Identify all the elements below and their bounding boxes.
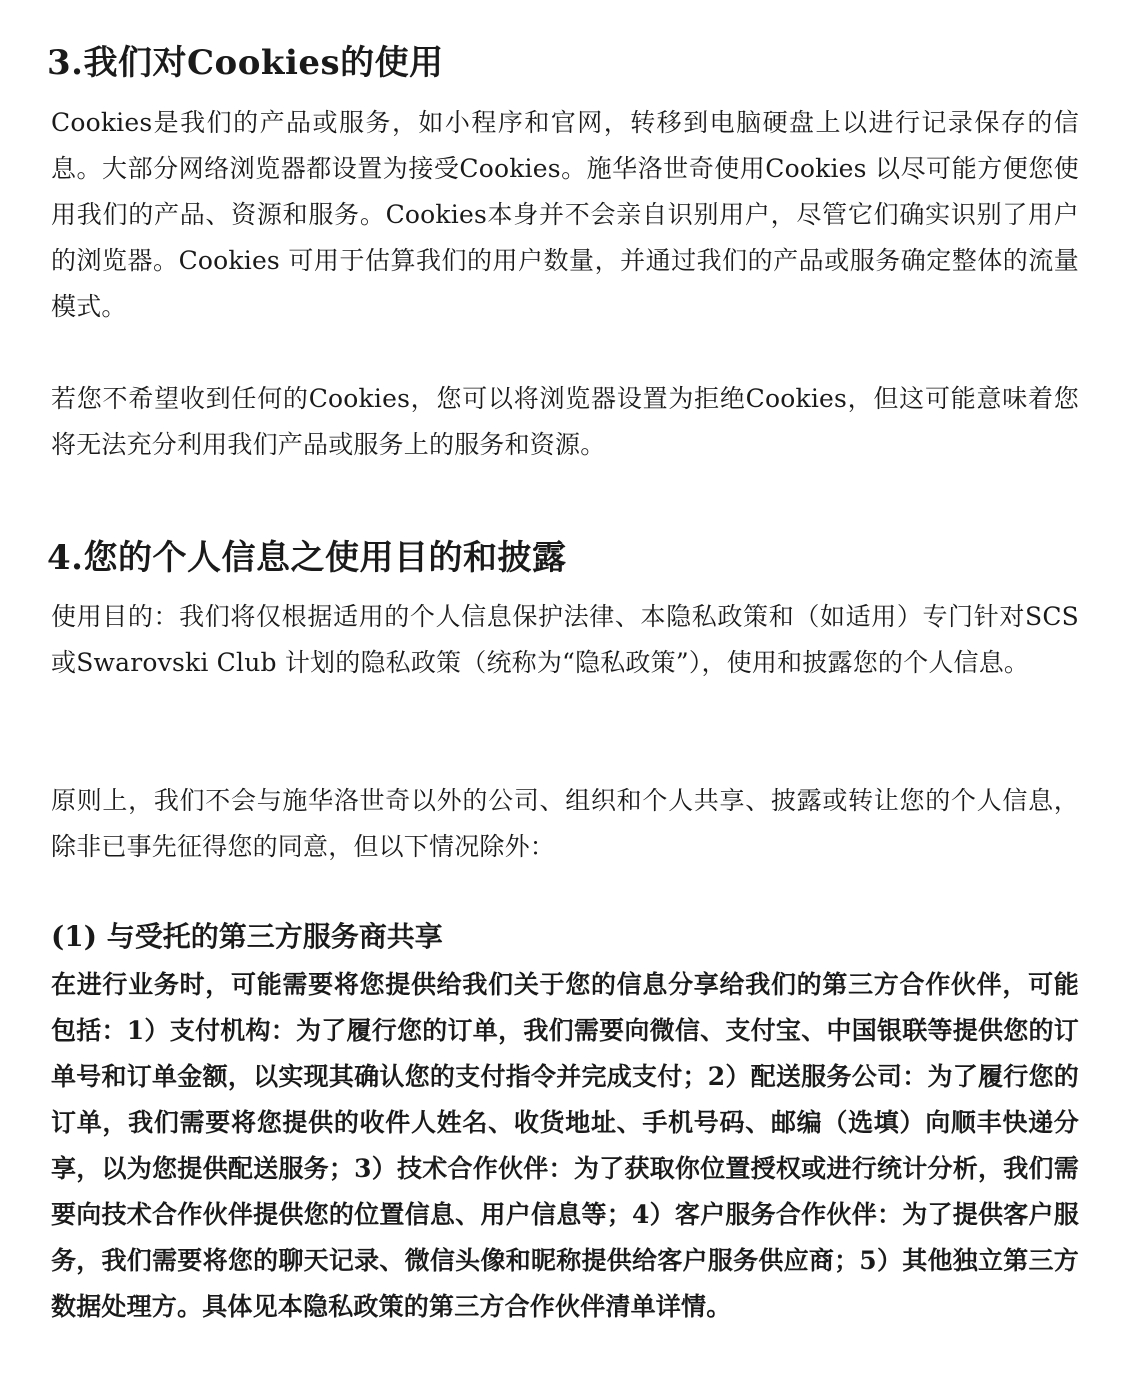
section-title-cookies: 3.我们对Cookies的使用 (47, 43, 444, 83)
section-title-use-and-disclosure: 4.您的个人信息之使用目的和披露 (47, 538, 567, 578)
paragraph-sharing-principle: 原则上，我们不会与施华洛世奇以外的公司、组织和个人共享、披露或转让您的个人信息，除非已事先征得您的同意，但以下情况除外： (51, 786, 1079, 861)
subsection-heading-third-party-sharing: (1) 与受托的第三方服务商共享 (51, 920, 443, 953)
paragraph-third-party-partners: 在进行业务时，可能需要将您提供给我们关于您的信息分享给我们的第三方合作伙伴，可能包括：1）支付机构：为了履行您的订单，我们需要向微信、支付宝、中国银联等提供您的订单号和订单金额，以实现其确认您的支付指令并完成支付；2）配送服务公司：为了履行您的订单，我们需要将您提供的收件人姓名、收货地址、手机号码、邮编（选填）向顺丰快递分享，以为您提供配送服务；3）技术合作伙伴：为了获取你位置授权或进行统计分析，我们需要向技术合作伙伴提供您的位置信息、用户信息等；4）客户服务合作伙伴：为了提供客户服务，我们需要将您的聊天记录、微信头像和昵称提供给客户服务供应商；5）其他独立第三方数据处理方。具体见本隐私政策的第三方合作伙伴清单详情。 (51, 970, 1079, 1321)
paragraph-purpose-of-use: 使用目的：我们将仅根据适用的个人信息保护法律、本隐私政策和（如适用）专门针对SCS 或Swarovski Club 计划的隐私政策（统称为“隐私政策”），使用和披露您的个人信息。 (51, 602, 1079, 677)
paragraph-cookies-definition: Cookies是我们的产品或服务，如小程序和官网，转移到电脑硬盘上以进行记录保存的信息。大部分网络浏览器都设置为接受Cookies。施华洛世奇使用Cookies 以尽可能方便您使用我们的产品、资源和服务。Cookies本身并不会亲自识别用户，尽管它们确实识别了用户的浏览器。Cookies 可用于估算我们的用户数量，并通过我们的产品或服务确定整体的流量模式。 (51, 108, 1079, 321)
paragraph-cookies-refusal: 若您不希望收到任何的Cookies，您可以将浏览器设置为拒绝Cookies，但这可能意味着您将无法充分利用我们产品或服务上的服务和资源。 (51, 384, 1079, 459)
